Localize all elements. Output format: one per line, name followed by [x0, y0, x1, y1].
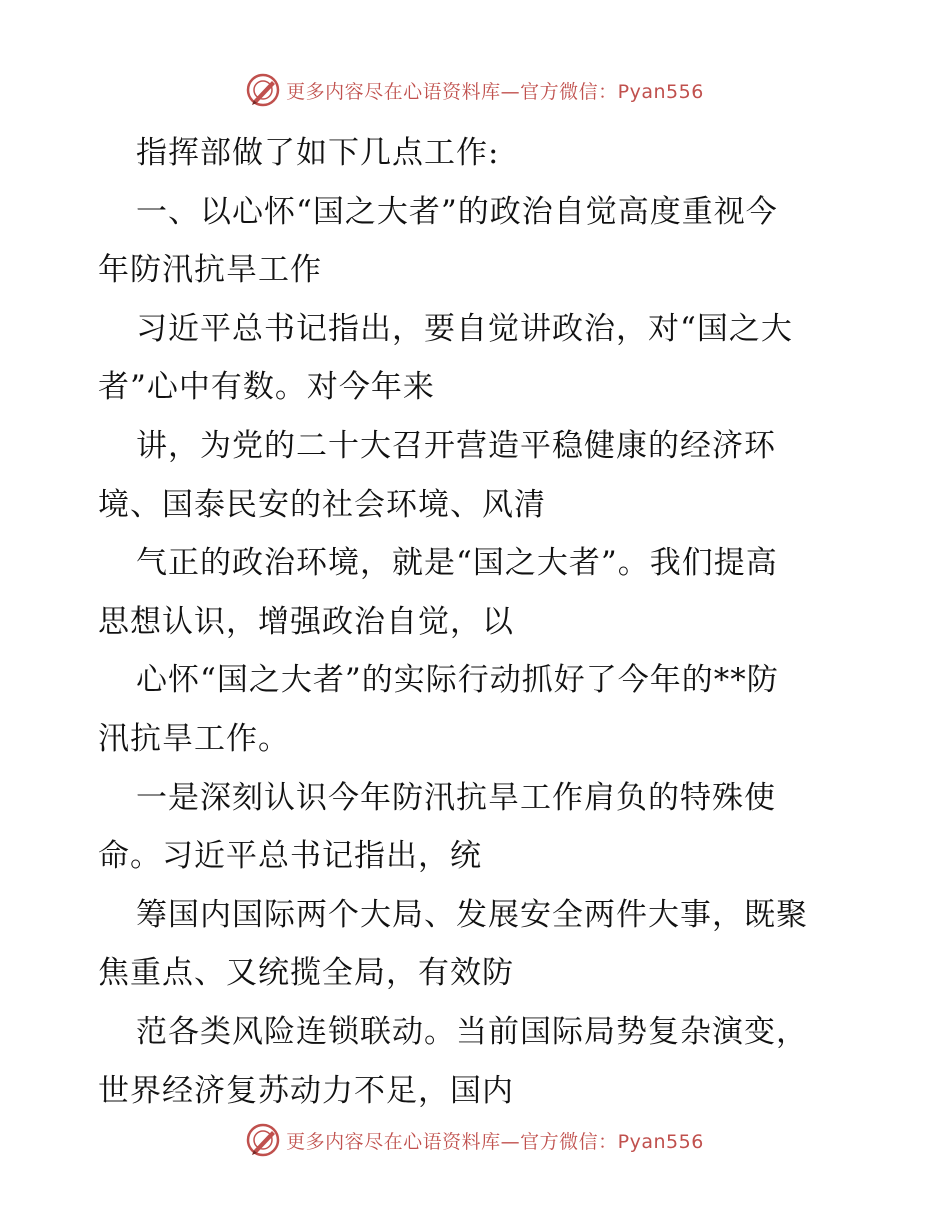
text-line: 者”心中有数。对今年来	[98, 369, 435, 406]
text-line: 汛抗旱工作。	[98, 720, 290, 757]
text-line: 气正的政治环境，就是“国之大者”。我们提高	[136, 545, 778, 582]
text-line: 世界经济复苏动力不足，国内	[98, 1072, 514, 1109]
text-line: 焦重点、又统揽全局，有效防	[98, 955, 514, 992]
text-line: 命。习近平总书记指出，统	[98, 838, 482, 875]
header-watermark	[0, 72, 950, 108]
text-line: 一是深刻认识今年防汛抗旱工作肩负的特殊使	[136, 779, 776, 816]
text-line: 筹国内国际两个大局、发展安全两件大事，既聚	[136, 896, 808, 933]
text-line: 心怀“国之大者”的实际行动抓好了今年的**防	[136, 662, 779, 699]
text-line: 讲，为党的二十大召开营造平稳健康的经济环	[136, 427, 776, 464]
text-line: 一、以心怀“国之大者”的政治自觉高度重视今	[136, 193, 778, 230]
pen-logo-icon	[246, 1123, 280, 1157]
watermark-text: 更多内容尽在心语资料库—官方微信：Pyan556	[286, 80, 704, 103]
text-line: 范各类风险连锁联动。当前国际局势复杂演变，	[136, 1013, 808, 1050]
footer-watermark	[0, 1122, 950, 1158]
text-line: 习近平总书记指出，要自觉讲政治，对“国之大	[136, 310, 793, 347]
text-line: 指挥部做了如下几点工作:	[136, 135, 500, 171]
text-line: 思想认识，增强政治自觉，以	[98, 603, 514, 640]
text-line: 境、国泰民安的社会环境、风清	[98, 486, 546, 523]
text-line: 年防汛抗旱工作	[98, 252, 322, 289]
watermark-text: 更多内容尽在心语资料库—官方微信：Pyan556	[286, 1130, 704, 1153]
pen-logo-icon	[246, 73, 280, 107]
document-body	[98, 124, 858, 1120]
